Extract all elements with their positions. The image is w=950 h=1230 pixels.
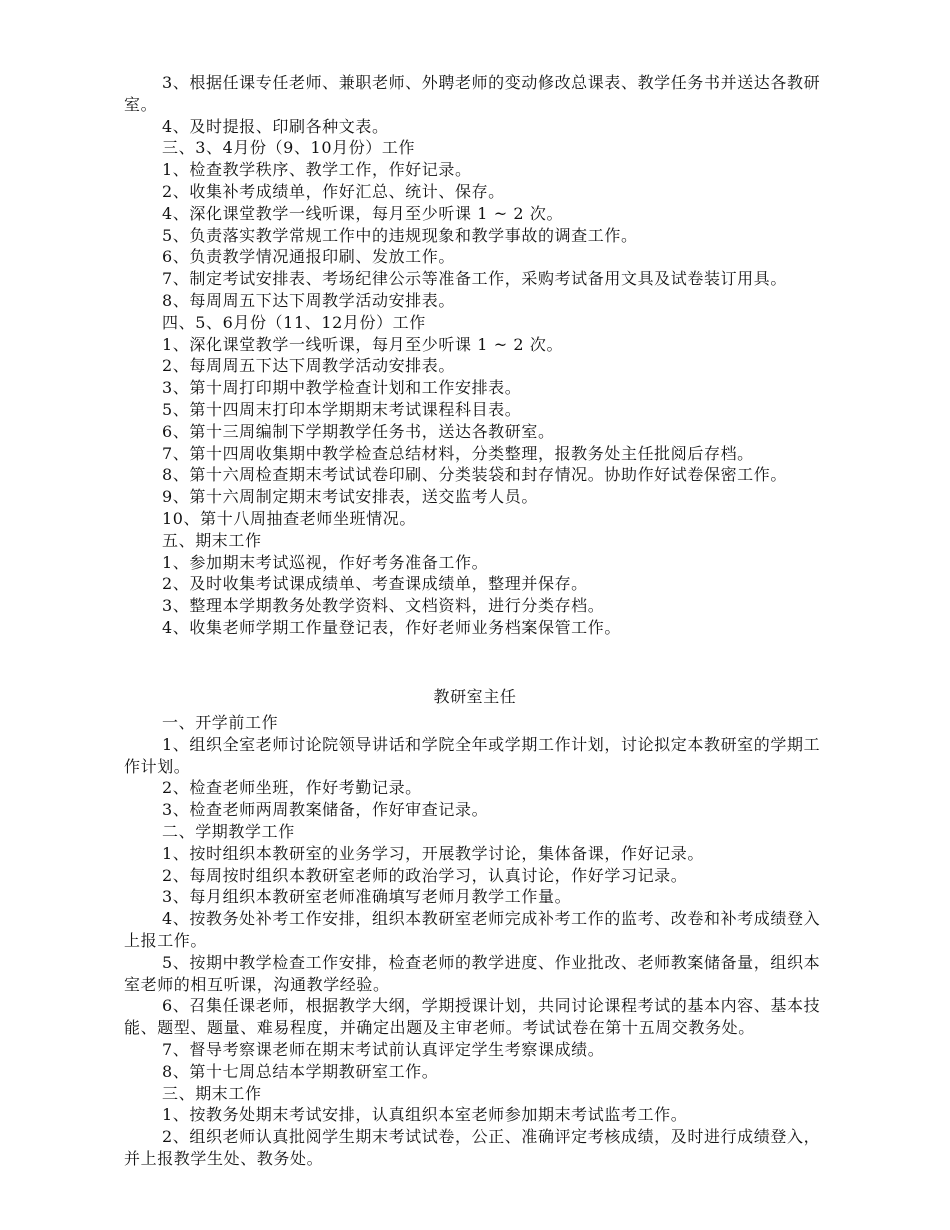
heading-term-teaching: 二、学期教学工作 <box>162 821 295 841</box>
paragraph: 2、每周周五下达下周教学活动安排表。 <box>162 356 455 376</box>
heading-before-term: 一、开学前工作 <box>162 713 279 732</box>
paragraph: 2、组织老师认真批阅学生期末考试试卷，公正、准确评定考核成绩，及时进行成绩登入，并上报教学生处、教务处。 <box>124 1127 821 1168</box>
paragraph: 1、深化课堂教学一线听课，每月至少听课 1 ~ 2 次。 <box>162 334 564 354</box>
section-title: 教研室主任 <box>433 687 517 706</box>
paragraph: 6、第十三周编制下学期教学任务书，送达各教研室。 <box>162 421 555 441</box>
heading-may-june: 四、5、6月份（11、12月份）工作 <box>162 312 426 332</box>
heading-end-of-term: 三、期末工作 <box>162 1083 262 1103</box>
paragraph: 4、及时提报、印刷各种文表。 <box>162 116 389 136</box>
paragraph: 2、每周按时组织本教研室老师的政治学习，认真讨论，作好学习记录。 <box>162 865 688 885</box>
paragraph: 5、第十四周末打印本学期期末考试课程科目表。 <box>162 399 522 419</box>
paragraph: 1、检查教学秩序、教学工作，作好记录。 <box>162 160 472 180</box>
paragraph: 4、按教务处补考工作安排，组织本教研室老师完成补考工作的监考、改卷和补考成绩登入上报工作。 <box>124 909 821 950</box>
paragraph: 9、第十六周制定期末考试安排表，送交监考人员。 <box>162 487 538 507</box>
paragraph: 6、召集任课老师，根据教学大纲，学期授课计划，共同讨论课程考试的基本内容、基本技能、题型、题量、难易程度，并确定出题及主审老师。考试试卷在第十五周交教务处。 <box>124 996 821 1038</box>
paragraph: 8、第十七周总结本学期教研室工作。 <box>162 1061 439 1081</box>
paragraph: 3、第十周打印期中教学检查计划和工作安排表。 <box>162 378 522 398</box>
section-academic-affairs <box>124 72 830 639</box>
heading-end-of-term: 五、期末工作 <box>162 530 262 550</box>
paragraph: 8、第十六周检查期末考试试卷印刷、分类装袋和封存情况。协助作好试卷保密工作。 <box>162 465 787 485</box>
paragraph: 7、督导考察课老师在期末考试前认真评定学生考察课成绩。 <box>162 1039 605 1059</box>
paragraph: 7、第十四周收集期中教学检查总结材料，分类整理，报教务处主任批阅后存档。 <box>162 443 754 463</box>
paragraph: 2、及时收集考试课成绩单、考查课成绩单，整理并保存。 <box>162 574 588 594</box>
paragraph: 6、负责教学情况通报印刷、发放工作。 <box>162 247 455 267</box>
paragraph: 8、每周周五下达下周教学活动安排表。 <box>162 290 455 310</box>
paragraph: 1、参加期末考试巡视，作好考务准备工作。 <box>162 552 489 572</box>
paragraph: 3、根据任课专任老师、兼职老师、外聘老师的变动修改总课表、教学任务书并送达各教研室。 <box>124 73 821 114</box>
paragraph: 2、检查老师坐班，作好考勤记录。 <box>162 778 422 798</box>
paragraph: 5、负责落实教学常规工作中的违规现象和教学事故的调查工作。 <box>162 225 638 245</box>
section-department-head <box>124 712 830 1170</box>
paragraph: 7、制定考试安排表、考场纪律公示等准备工作，采购考试备用文具及试卷装订用具。 <box>162 269 787 289</box>
paragraph: 3、整理本学期教务处教学资料、文档资料，进行分类存档。 <box>162 596 605 616</box>
paragraph: 4、深化课堂教学一线听课，每月至少听课 1 ~ 2 次。 <box>162 203 564 223</box>
paragraph: 4、收集老师学期工作量登记表，作好老师业务档案保管工作。 <box>162 617 621 637</box>
paragraph: 3、检查老师两周教案储备，作好审查记录。 <box>162 800 489 820</box>
paragraph: 2、收集补考成绩单，作好汇总、统计、保存。 <box>162 181 505 201</box>
paragraph: 3、每月组织本教研室老师准确填写老师月教学工作量。 <box>162 887 572 907</box>
heading-march-april: 三、3、4月份（9、10月份）工作 <box>162 138 416 158</box>
paragraph: 5、按期中教学检查工作安排，检查老师的教学进度、作业批改、老师教案储备量，组织本室老师的相互听课，沟通教学经验。 <box>124 952 821 994</box>
paragraph: 1、按时组织本教研室的业务学习，开展教学讨论，集体备课，作好记录。 <box>162 843 704 863</box>
paragraph: 1、按教务处期末考试安排，认真组织本室老师参加期末考试监考工作。 <box>162 1105 688 1125</box>
paragraph: 1、组织全室老师讨论院领导讲话和学院全年或学期工作计划，讨论拟定本教研室的学期工作计划。 <box>124 734 821 776</box>
paragraph: 10、第十八周抽查老师坐班情况。 <box>162 508 416 528</box>
